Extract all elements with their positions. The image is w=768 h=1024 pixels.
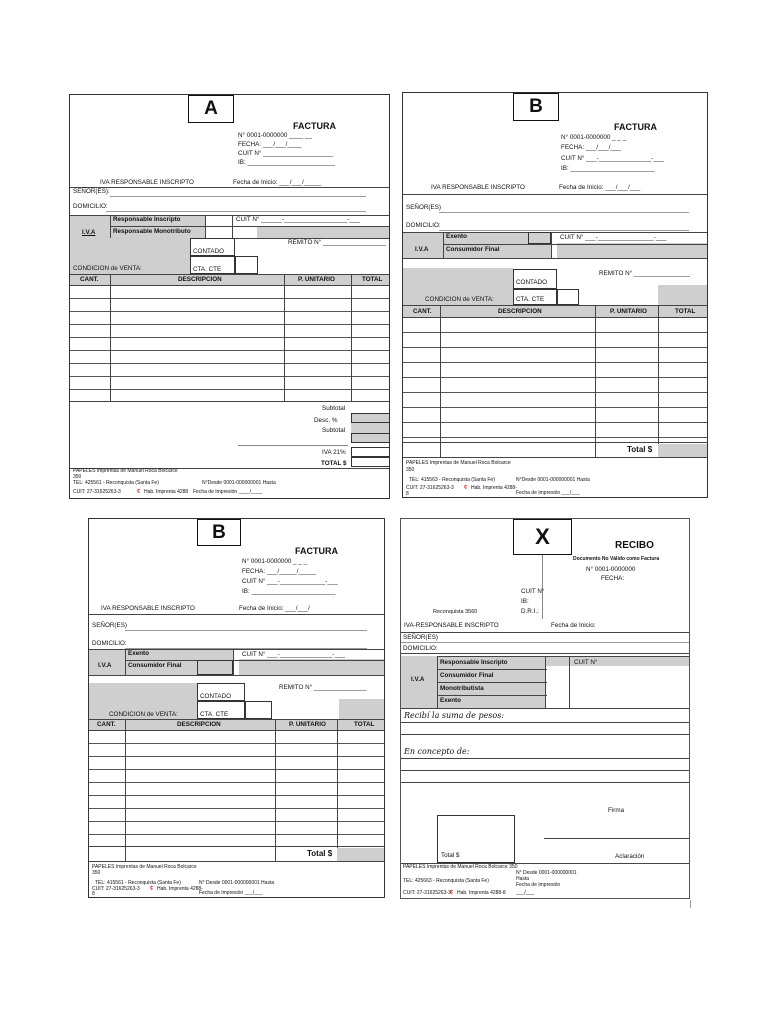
footer-habilitacion: Hab. Imprenta 4288- bbox=[471, 485, 517, 491]
invoice-form-b-bottom bbox=[88, 518, 385, 898]
concepto-line[interactable] bbox=[401, 758, 690, 759]
col-p-unitario: P. UNITARIO bbox=[298, 276, 335, 283]
invoice-letter-box: B bbox=[197, 519, 241, 546]
footer-fecha-value: ___/___ bbox=[516, 890, 535, 896]
items-table[interactable] bbox=[403, 317, 708, 443]
location: Reconquista 3560 bbox=[433, 609, 478, 615]
footer-cuit: CUIT: 27-31625263-3 bbox=[403, 890, 451, 896]
footer-printer: PAPELES Imprentas de Manuel Roca Bolcarce 350 bbox=[403, 864, 518, 870]
footer-hasta: Hasta bbox=[516, 876, 530, 882]
footer-numero-desde: N°Desde 0001-000000001 Hasta bbox=[202, 480, 276, 486]
iva-label: I.V.A bbox=[411, 676, 425, 683]
invoice-form-b-top bbox=[402, 92, 708, 498]
footer-habilitacion-suffix: 8 bbox=[406, 491, 409, 497]
page-divider bbox=[690, 900, 691, 908]
invoice-title: FACTURA bbox=[295, 546, 338, 556]
header-line: N° 0001-0000000 ____ __ bbox=[238, 132, 312, 139]
col-descripcion: DESCRIPCION bbox=[498, 308, 542, 315]
invoice-letter-box: A bbox=[188, 95, 234, 123]
senores-field[interactable]: SEÑOR(ES) bbox=[406, 204, 441, 211]
footer-phone: TEL: 415561 - Reconquista (Santa Fe) bbox=[95, 880, 181, 886]
receipt-title: RECIBO bbox=[615, 540, 654, 551]
iva-value[interactable] bbox=[351, 447, 390, 457]
footer-fecha-impresion: Fecha de Impresión ____/____ bbox=[193, 489, 263, 495]
domicilio-field[interactable]: DOMICILIO: bbox=[73, 203, 108, 210]
iva-option-consumidor-final[interactable]: Consumidor Final bbox=[440, 672, 494, 679]
fecha-inicio: Fecha de Inicio: ___/___/___ bbox=[559, 184, 641, 191]
cuit-field[interactable]: CUIT N° ___-_______________-___ bbox=[242, 651, 345, 658]
cuit-field[interactable]: CUIT N° ___-________________-___ bbox=[560, 234, 667, 241]
remito-field[interactable]: REMITO N° __________________ bbox=[288, 239, 386, 246]
header-line: FECHA: ___/_____/_____ bbox=[242, 568, 316, 575]
footer-habilitacion-suffix: 8 bbox=[92, 891, 95, 897]
remito-field[interactable]: REMITO N° ________________ bbox=[599, 270, 690, 277]
footer-phone: TEL: 415563 - Reconquista (Santa Fe) bbox=[409, 477, 495, 483]
header-line: CUIT N° ___-_____________-___ bbox=[242, 578, 338, 585]
iva-option-monotributista[interactable]: Monotributista bbox=[440, 685, 484, 692]
concepto-label: En concepto de: bbox=[404, 747, 470, 756]
iva-option-exento[interactable]: Exento bbox=[128, 650, 149, 657]
domicilio-field[interactable]: DOMICILIO: bbox=[406, 222, 441, 229]
footer-printer: PAPELES Imprentas de Manuel Roca Bolcarce bbox=[406, 460, 511, 466]
receipt-form-x bbox=[400, 518, 690, 899]
iva-option-responsable-inscripto[interactable]: Responsable Inscripto bbox=[113, 216, 181, 223]
total-label: TOTAL $ bbox=[321, 460, 347, 467]
iva-option-consumidor-final[interactable]: Consumidor Final bbox=[128, 662, 182, 669]
footer-mark-icon: ¢ bbox=[137, 489, 141, 495]
footer-habilitacion: Hab. Imprenta 4288-8 bbox=[457, 890, 506, 896]
cuit-field[interactable]: CUIT N° ______-__________________-___ bbox=[236, 216, 360, 223]
iva-responsable-title: IVA-RESPONSABLE INSCRIPTO bbox=[404, 622, 499, 629]
header-line: CUIT N° ___-_______________-___ bbox=[561, 155, 664, 162]
iva-21-label: IVA 21% bbox=[322, 449, 346, 456]
senores-field[interactable]: SEÑOR(ES) bbox=[92, 622, 127, 629]
header-line: N° 0001-0000000 _ _ _ bbox=[242, 558, 308, 565]
condicion-venta-label: CONDICION de VENTA: bbox=[425, 296, 494, 303]
header-line: FECHA: ___/___/____ bbox=[238, 141, 302, 148]
total-label: Total $ bbox=[441, 852, 460, 859]
invoice-form-a bbox=[69, 94, 390, 499]
header-line: N° 0001-0000000 bbox=[586, 566, 636, 573]
footer-habilitacion: Hab. Imprenta 4288 bbox=[144, 489, 189, 495]
header-line: FECHA: bbox=[601, 575, 625, 582]
contado-option[interactable]: CONTADO bbox=[193, 248, 225, 255]
col-descripcion: DESCRIPCION bbox=[177, 721, 221, 728]
cuit-field[interactable]: CUIT N° bbox=[574, 659, 598, 666]
header-line: IB: ________________________ bbox=[561, 165, 655, 172]
footer-printer-number: 350 bbox=[92, 870, 101, 876]
contado-option[interactable]: CONTADO bbox=[200, 693, 232, 700]
footer-printer: PAPELES Imprentas de Manuel Roca Bolcarce bbox=[73, 468, 178, 474]
cuit-info: CUIT N° bbox=[521, 588, 545, 595]
footer-mark-icon: ¢ bbox=[464, 485, 468, 491]
total-label: Total $ bbox=[307, 849, 333, 858]
footer-cuit: CUIT: 27-31625263-3 bbox=[406, 485, 454, 491]
col-p-unitario: P. UNITARIO bbox=[610, 308, 647, 315]
header-line: IB: ________________________ bbox=[242, 588, 336, 595]
subtotal-2-label: Subtotal bbox=[322, 427, 346, 434]
cta-cte-option[interactable]: CTA. CTE bbox=[193, 266, 222, 273]
footer-numero-desde: N° Desde 0001-000000001 Hasta bbox=[199, 880, 275, 886]
contado-option[interactable]: CONTADO bbox=[516, 279, 548, 286]
condicion-venta-label: CONDICION de VENTA: bbox=[73, 265, 142, 272]
footer-numero-desde: N°Desde 0001-000000001 Hasta bbox=[516, 477, 590, 483]
iva-label: I.V.A bbox=[82, 229, 96, 236]
footer-cuit: CUIT: 27-31625263-3 bbox=[92, 886, 140, 892]
total-value[interactable] bbox=[337, 848, 385, 861]
footer-fecha-impresion: Fecha de Impresión ___/___ bbox=[516, 490, 580, 496]
subtotal-label: Subtotal bbox=[322, 405, 346, 412]
col-descripcion: DESCRIPCION bbox=[178, 276, 222, 283]
recibi-suma-line[interactable] bbox=[401, 722, 690, 723]
firma-label: Firma bbox=[608, 807, 625, 814]
header-line: IB: _________________________ bbox=[238, 159, 335, 166]
iva-option-exento[interactable]: Exento bbox=[446, 233, 467, 240]
domicilio-field[interactable]: DOMICILIO: bbox=[92, 640, 127, 647]
iva-option-responsable-inscripto[interactable]: Responsable Inscripto bbox=[440, 659, 508, 666]
footer-phone: TEL: 425561 - Reconquista (Santa Fe) bbox=[73, 480, 159, 486]
iva-responsable-title: IVA RESPONSABLE INSCRIPTO bbox=[431, 184, 525, 191]
footer-mark-icon: ¢ bbox=[150, 886, 154, 892]
header-line: FECHA: ___/___/___ bbox=[561, 144, 621, 151]
cta-cte-option[interactable]: CTA. CTE bbox=[200, 711, 229, 718]
iva-label: I.V.A bbox=[98, 662, 112, 669]
receipt-subtitle: Documento No Válido como Factura bbox=[573, 556, 660, 562]
cta-cte-option[interactable]: CTA. CTE bbox=[516, 296, 545, 303]
fecha-inicio: Fecha de Inicio: ___/___/_____ bbox=[233, 179, 322, 186]
invoice-title: FACTURA bbox=[614, 122, 657, 132]
col-total: TOTAL bbox=[675, 308, 696, 315]
iva-option-exento[interactable]: Exento bbox=[440, 697, 461, 704]
col-total: TOTAL bbox=[354, 721, 375, 728]
footer-printer-number: 350 bbox=[406, 467, 415, 473]
footer-cuit: CUIT: 27-31625263-3 bbox=[73, 489, 121, 495]
footer-mark-icon: ¢ bbox=[450, 890, 454, 896]
fecha-inicio: Fecha de Inicio: bbox=[551, 622, 596, 629]
items-table[interactable] bbox=[89, 730, 385, 847]
firma-line[interactable] bbox=[544, 838, 690, 839]
footer-habilitacion: Hab. Imprenta 4288- bbox=[157, 886, 203, 892]
footer-printer-number: 350 bbox=[73, 474, 82, 480]
footer-fecha-impresion: Fecha de Impresión bbox=[516, 882, 561, 888]
col-cant: CANT. bbox=[97, 721, 116, 728]
dri-info: D.R.I.: bbox=[521, 608, 539, 615]
iva-label: I.V.A bbox=[415, 246, 429, 253]
invoice-letter-box: B bbox=[513, 93, 559, 121]
footer-fecha-impresion: Fecha de Impresión ___/___ bbox=[199, 890, 263, 896]
iva-responsable-title: IVA RESPONSABLE INSCRIPTO bbox=[100, 179, 194, 186]
col-cant: CANT. bbox=[413, 308, 432, 315]
fecha-inicio: Fecha de Inicio: ___/___/ bbox=[239, 605, 310, 612]
footer-phone: TEL: 425663 - Reconquista (Santa Fe) bbox=[403, 878, 489, 884]
senores-field[interactable]: SEÑOR(ES): bbox=[73, 188, 110, 195]
header-line: N° 0001-0000000 _ _ _ bbox=[561, 134, 627, 141]
senores-field[interactable]: SEÑOR(ES) bbox=[403, 634, 438, 641]
iva-option-consumidor-final[interactable]: Consumidor Final bbox=[446, 246, 500, 253]
condicion-venta-label: CONDICION de VENTA: bbox=[109, 711, 178, 718]
footer-printer: PAPELES Imprentas de Manuel Roca Bolcarce bbox=[92, 864, 197, 870]
recibi-suma-label: Recibí la suma de pesos: bbox=[404, 711, 505, 720]
col-total: TOTAL bbox=[362, 276, 383, 283]
footer-numero-desde: N° Desde 0001-000000001 bbox=[516, 870, 577, 876]
header-line: CUIT N° ____________________ bbox=[238, 150, 334, 157]
receipt-letter-box: X bbox=[513, 519, 572, 555]
total-value[interactable] bbox=[658, 444, 708, 457]
domicilio-field[interactable]: DOMICILIO: bbox=[403, 645, 438, 652]
items-table[interactable] bbox=[70, 285, 390, 402]
total-value[interactable] bbox=[351, 457, 390, 467]
col-cant: CANT. bbox=[80, 276, 99, 283]
ib-info: IB: bbox=[521, 598, 529, 605]
remito-field[interactable]: REMITO N° _______________ bbox=[279, 684, 367, 691]
aclaracion-label: Aclaración bbox=[615, 853, 645, 860]
total-label: Total $ bbox=[627, 445, 653, 454]
col-p-unitario: P. UNITARIO bbox=[289, 721, 326, 728]
iva-option-monotributo[interactable]: Responsable Monotributo bbox=[113, 228, 191, 235]
descuento-label: Desc. % bbox=[314, 417, 338, 424]
iva-responsable-title: IVA RESPONSABLE INSCRIPTO bbox=[101, 605, 195, 612]
invoice-title: FACTURA bbox=[293, 121, 336, 131]
